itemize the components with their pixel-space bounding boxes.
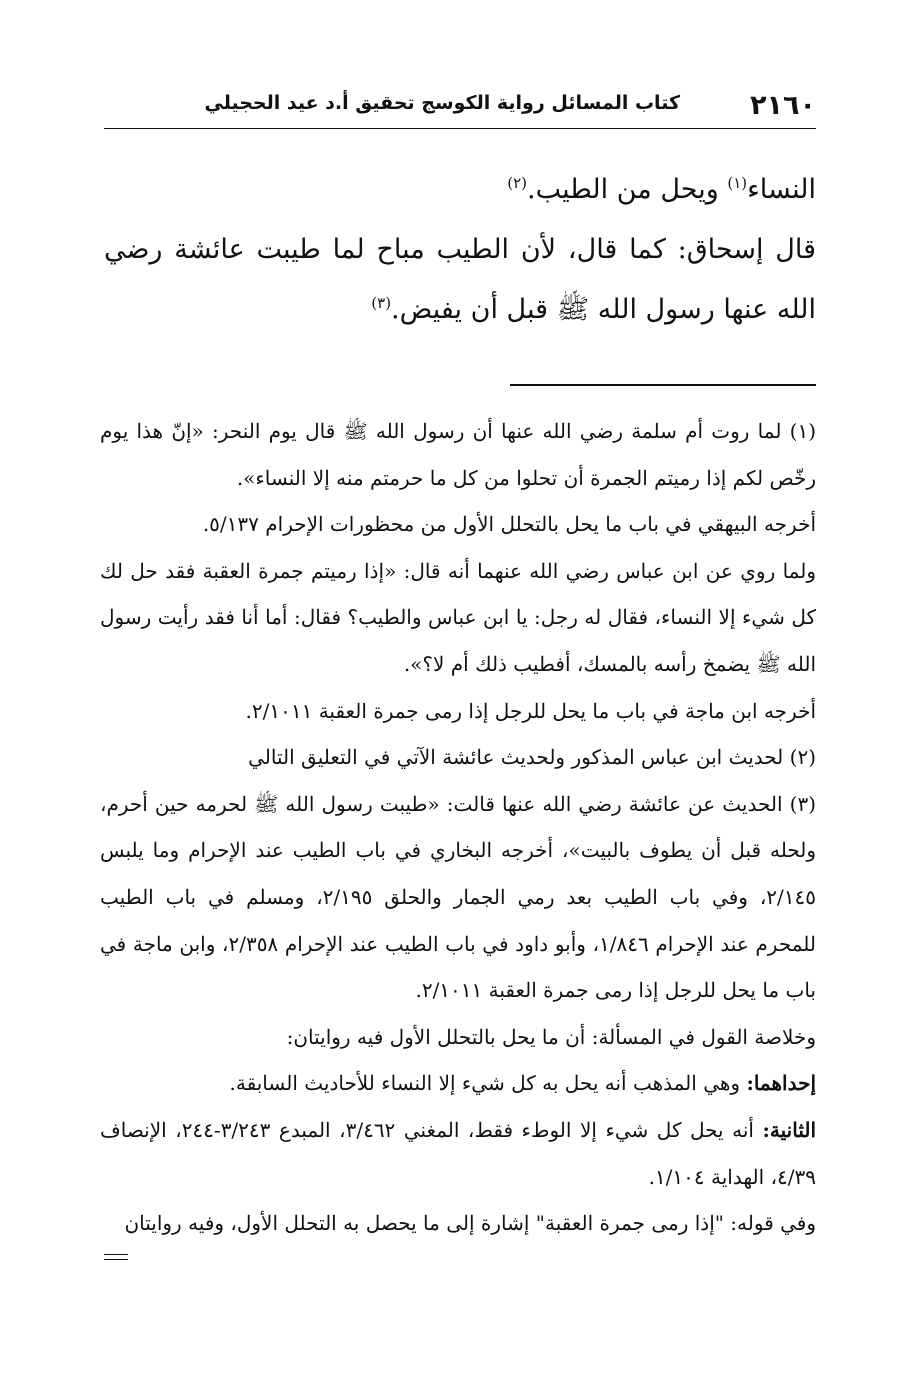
continuation-mark [104, 1254, 128, 1262]
footnote-2: (٢) لحديث ابن عباس المذكور ولحديث عائشة الآتي في التعليق التالي [248, 745, 816, 770]
footnote-1-second-hadith: ولما روي عن ابن عباس رضي الله عنهما أنه قال: «إذا رميتم جمرة العقبة فقد حل لك كل شيء إلا النساء، فقال له رجل: يا ابن عباس والطيب؟ فقال: أما أنا فقد رأيت رسول الله ﷺ يضمخ رأسه بالمسك، أفطيب ذلك أم لا؟». [100, 558, 816, 676]
second-opinion-label: الثانية: [762, 1117, 817, 1142]
main-line-1-text-a: النساء [747, 174, 816, 205]
main-line-1-text-b: ويحل من الطيب. [527, 174, 728, 205]
footnote-ref-1: (١) [727, 174, 748, 192]
page-header [104, 88, 816, 128]
continuation-mark-line-1 [104, 1254, 128, 1255]
page-number: ٢١٦٠ [750, 90, 816, 121]
running-title: كتاب المسائل رواية الكوسج تحقيق أ.د عيد الحجيلي [204, 92, 680, 114]
main-paragraph-2 [104, 220, 816, 340]
main-paragraph-2-text: قال إسحاق: كما قال، لأن الطيب مباح لما طيبت عائشة رضي الله عنها رسول الله ﷺ قبل أن يفيض. [104, 234, 816, 325]
footnote-3-second-opinion [100, 1107, 816, 1200]
footnote-3: (٣) الحديث عن عائشة رضي الله عنها قالت: «طيبت رسول الله ﷺ لحرمه حين أحرم، ولحله قبل أن يطوف بالبيت»، أخرجه البخاري في باب الطيب عند الإحرام وما يلبس ٢/١٤٥، وفي باب الطيب بعد رمي الجمار والحلق ٢/١٩٥، ومسلم في باب الطيب للمحرم عند الإحرام ١/٨٤٦، وأبو داود في باب الطيب عند الإحرام ٢/٣٥٨، وابن ماجة في باب ما يحل للرجل إذا رمى جمرة العقبة ٢/١٠١١. [100, 791, 817, 1003]
main-line-1 [104, 160, 816, 220]
main-text [104, 160, 816, 340]
first-opinion-text: وهي المذهب أنه يحل به كل شيء إلا النساء للأحاديث السابقة. [229, 1071, 747, 1096]
footnote-1-second-source: أخرجه ابن ماجة في باب ما يحل للرجل إذا رمى جمرة العقبة ٢/١٠١١. [245, 698, 816, 723]
footnote-3-last-line: وفي قوله: "إذا رمى جمرة العقبة" إشارة إلى ما يحصل به التحلل الأول، وفيه روايتان [124, 1211, 816, 1236]
header-rule [104, 128, 816, 129]
second-opinion-text: أنه يحل كل شيء إلا الوطء فقط، المغني ٣/٤٦٢، المبدع ٣/٢٤٣-٢٤٤، الإنصاف ٤/٣٩، الهداية ١/١٠٤. [100, 1117, 816, 1189]
footnote-separator [510, 384, 816, 386]
footnote-ref-3: (٣) [371, 294, 392, 312]
first-opinion-label: إحداهما: [746, 1071, 816, 1096]
footnote-3-summary: وخلاصة القول في المسألة: أن ما يحل بالتحلل الأول فيه روايتان: [286, 1024, 816, 1049]
footnote-3-first-opinion [100, 1060, 816, 1107]
footnotes [100, 408, 816, 1247]
footnote-1: (١) لما روت أم سلمة رضي الله عنها أن رسول الله ﷺ قال يوم النحر: «إنّ هذا يوم رخّص لكم إذا رميتم الجمرة أن تحلوا من كل ما حرمتم منه إلا النساء». [100, 419, 816, 490]
continuation-mark-line-2 [104, 1259, 128, 1260]
footnote-ref-2: (٢) [507, 174, 528, 192]
footnote-1-source: أخرجه البيهقي في باب ما يحل بالتحلل الأول من محظورات الإحرام ٥/١٣٧. [202, 512, 816, 537]
